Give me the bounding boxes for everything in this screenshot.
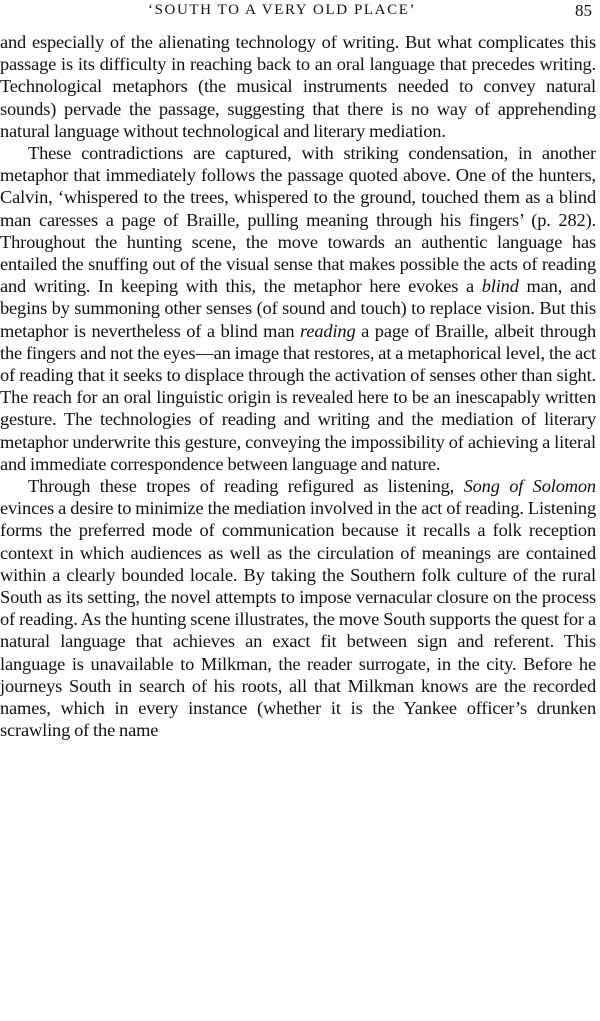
- paragraph-text: evinces a desire to minimize the mediation involved in the act of reading. Listening forms the preferred mode of communication because it recalls a folk reception context in which audiences as well as the circulation of meanings are contained within a clearly bounded locale. By taking the Southern folk culture of the rural South as its setting, the novel attempts to impose vernacular closure on the process of reading. As the hunting scene illustrates, the move South supports the quest for a natural language that achieves an exact fit between sign and referent. This language is unavailable to Milkman, the reader surrogate, in the city. Before he journeys South in search of his roots, all that Milkman knows are the recorded names, which in every instance (whether it is the Yankee officer’s drunken scrawling of the name: [0, 498, 596, 741]
- paragraph-text: a page of Braille, albeit through the fingers and not the eyes—an image that restores, at a metaphorical level, the act of reading that it seeks to displace through the activation of senses other than sight. The reach for an oral linguistic origin is revealed here to be an inescapably written gesture. The technologies of reading and writing and the mediation of literary metaphor underwrite this gesture, conveying the impossibility of achieving a literal and immediate correspondence between language and nature.: [0, 320, 596, 474]
- paragraph-3: [0, 475, 596, 741]
- running-title: ‘SOUTH TO A VERY OLD PLACE’: [148, 2, 417, 18]
- italic-word-reading: reading: [300, 320, 356, 341]
- paragraph-1: [0, 31, 596, 142]
- paragraph-text: man, and begins by summoning other senses (of sound and touch) to replace vision. But this metaphor is nevertheless of a blind man: [0, 276, 596, 341]
- body-text: [0, 31, 596, 742]
- paragraph-text: Through these tropes of reading refigured as listening,: [28, 476, 464, 497]
- page-header: [0, 2, 596, 26]
- paragraph-text: and especially of the alienating technology of writing. But what complicates this passage is its difficulty in reaching back to an oral language that precedes writing. Technological metaphors (the musical instruments needed to convey natural sounds) pervade the passage, suggesting that there is no way of apprehending natural language without technological and literary mediation.: [0, 32, 596, 141]
- italic-word-blind: blind: [481, 276, 519, 297]
- page-number: 85: [575, 1, 592, 20]
- italic-book-title: Song of Solomon: [463, 476, 596, 497]
- paragraph-text: These contradictions are captured, with striking condensation, in another metaphor that immediately follows the passage quoted above. One of the hunters, Calvin, ‘whispered to the trees, whispered to the ground, touched them as a blind man caresses a page of Braille, pulling meaning through his fingers’ (p. 282). Throughout the hunting scene, the move towards an authentic language has entailed the snuffing out of the visual sense that makes possible the acts of reading and writing. In keeping with this, the metaphor here evokes a: [0, 143, 596, 297]
- paragraph-2: [0, 142, 596, 475]
